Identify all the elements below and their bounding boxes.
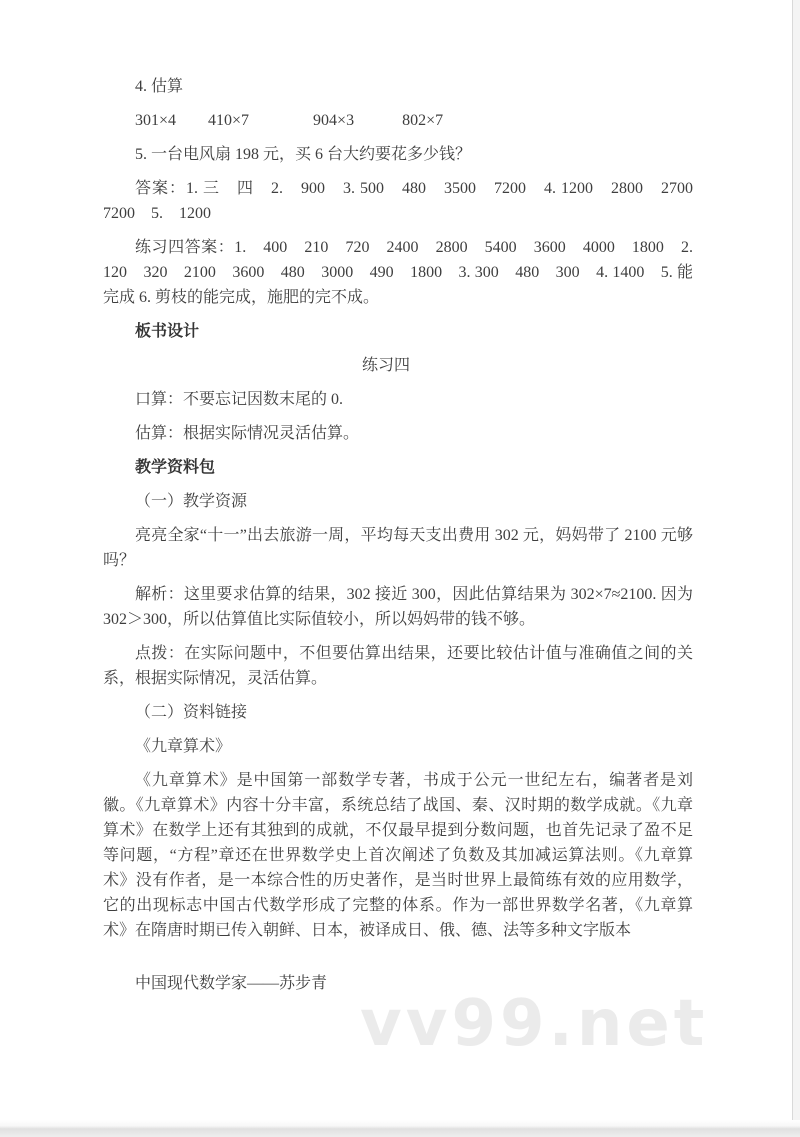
board-design-heading: 板书设计: [135, 323, 200, 340]
book-intro-paragraph: 《九章算术》是中国第一部数学专著，书成于公元一世纪左右，编著者是刘徽。《九章算术》内容十分丰富，系统总结了战国、秦、汉时期的数学成就。《九章算术》在数学上还有其独到的成就，不仅最早提到分数问题，也首先记录了盈不足等问题，“方程”章还在世界数学史上首次阐述了负数及其加减运算法则。《九章算术》没有作者，是一本综合性的历史著作，是当时世界上最简练有效的应用数学，它的出现标志中国古代数学形成了完整的体系。作为一部世界数学名著，《九章算术》在隋唐时期已传入朝鲜、日本，被译成日、俄、德、法等多种文字版本: [103, 772, 693, 939]
page-right-edge: [792, 0, 800, 1137]
exercise4-answers-paragraph: 练习四答案：1. 400 210 720 2400 2800 5400 3600 4000 1800 2. 120 320 2100 3600 480 3000 490 1800 3. 300 480 300 4. 1400 5. 能完成 6. 剪枝的能完成，施肥的完不成。: [103, 239, 693, 306]
book-title: 《九章算术》: [135, 738, 232, 755]
exercise4-title: 练习四: [361, 357, 410, 374]
oral-calc-note: 口算：不要忘记因数末尾的 0.: [135, 391, 344, 408]
estimation-note: 估算：根据实际情况灵活估算。: [135, 425, 360, 442]
section-1-heading: （一）教学资源: [135, 493, 248, 510]
question-5: 5. 一台电风扇 198 元，买 6 台大约要花多少钱？: [135, 146, 472, 163]
estimate-heading: 4. 估算: [135, 78, 184, 95]
watermark-text: vv99.net: [360, 987, 709, 1061]
tip-paragraph: 点拨：在实际问题中，不但要估算出结果，还要比较估计值与准确值之间的关系，根据实际情况，灵活估算。: [103, 645, 693, 687]
answers-paragraph: 答案：1. 三 四 2. 900 3. 500 480 3500 7200 4. 1200 2800 2700 7200 5. 1200: [103, 180, 710, 222]
analysis-paragraph: 解析：这里要求估算的结果，302 接近 300，因此估算结果为 302×7≈2100. 因为 302＞300，所以估算值比实际值较小，所以妈妈带的钱不够。: [103, 586, 693, 628]
trip-problem-paragraph: 亮亮全家“十一”出去旅游一周，平均每天支出费用 302 元，妈妈带了 2100 元够吗？: [103, 527, 693, 569]
mathematician-caption: 中国现代数学家——苏步青: [135, 975, 328, 992]
resource-pack-heading: 教学资料包: [135, 459, 216, 476]
section-2-heading: （二）资料链接: [135, 704, 248, 721]
page-bottom-edge: [0, 1120, 800, 1137]
document-body: [103, 74, 710, 1005]
problems-row: 301×4 410×7 904×3 802×7: [135, 112, 444, 129]
